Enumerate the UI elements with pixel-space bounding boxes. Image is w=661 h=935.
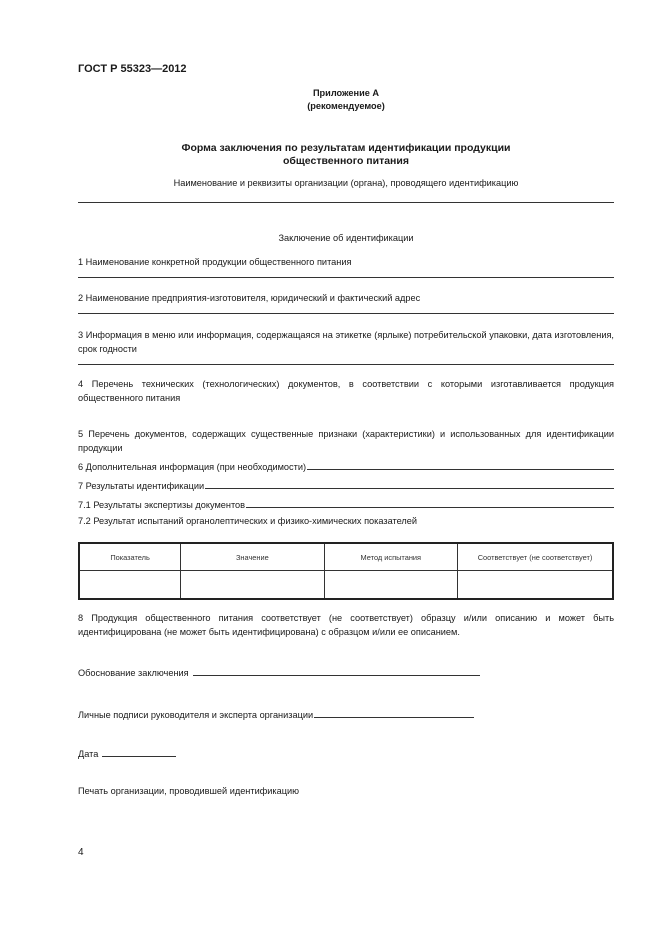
item-1-label: 1 Наименование конкретной продукции общественного питания <box>78 257 352 267</box>
table-header-row <box>79 543 613 571</box>
table-cell[interactable] <box>181 571 324 600</box>
table-row <box>79 571 613 600</box>
appendix-status: (рекомендуемое) <box>307 101 385 111</box>
item-7-1-label: 7.1 Результаты экспертизы документов <box>78 500 246 510</box>
results-table <box>78 542 614 600</box>
basis-row <box>78 665 480 678</box>
seal-label: Печать организации, проводившей идентификацию <box>78 786 300 796</box>
table-header-cell: Метод испытания <box>324 543 457 571</box>
date-fill-line[interactable] <box>102 746 176 757</box>
org-caption: Наименование и реквизиты организации (органа), проводящего идентификацию <box>173 178 519 188</box>
org-fill-line[interactable] <box>78 202 614 203</box>
item-8-label: 8 Продукция общественного питания соответствует (не соответствует) образцу и/или описанию и может быть идентифицирована (не может быть идентифицирована) с образцом и/или ее описанием. <box>78 613 614 637</box>
basis-fill-line[interactable] <box>193 665 480 676</box>
item-6-fill-line[interactable] <box>307 459 614 470</box>
basis-label: Обоснование заключения <box>78 668 189 678</box>
table-header-cell: Значение <box>181 543 324 571</box>
item-7-1-fill-line[interactable] <box>246 497 614 508</box>
table-cell[interactable] <box>79 571 181 600</box>
form-title-line2: общественного питания <box>283 155 409 167</box>
page-number: 4 <box>78 847 84 858</box>
item-3-fill-line[interactable] <box>78 364 614 365</box>
item-6-row <box>78 459 614 472</box>
appendix-title: Приложение А <box>312 88 380 98</box>
table-header-cell: Показатель <box>79 543 181 571</box>
item-7-label: 7 Результаты идентификации <box>78 481 205 491</box>
signatures-row <box>78 707 474 720</box>
item-2-label: 2 Наименование предприятия-изготовителя, юридический и фактический адрес <box>78 293 421 303</box>
signatures-label: Личные подписи руководителя и эксперта организации <box>78 710 314 720</box>
form-title-line1: Форма заключения по результатам идентификации продукции <box>181 142 511 154</box>
conclusion-title: Заключение об идентификации <box>278 233 414 243</box>
item-1-fill-line[interactable] <box>78 277 614 278</box>
item-6-label: 6 Дополнительная информация (при необходимости) <box>78 462 307 472</box>
item-5-label: 5 Перечень документов, содержащих существенные признаки (характеристики) и использованных для идентификации продукции <box>78 429 614 453</box>
signatures-fill-line[interactable] <box>314 707 474 718</box>
table-header-cell: Соответствует (не соответствует) <box>458 543 613 571</box>
item-2-fill-line[interactable] <box>78 313 614 314</box>
item-7-fill-line[interactable] <box>205 478 614 489</box>
item-7-1-row <box>78 497 614 510</box>
item-7-row <box>78 478 614 491</box>
date-row <box>78 746 176 759</box>
item-4-label: 4 Перечень технических (технологических) документов, в соответствии с которыми изготавливается продукция общественного питания <box>78 379 614 403</box>
table-cell[interactable] <box>458 571 613 600</box>
standard-header: ГОСТ Р 55323—2012 <box>78 63 187 75</box>
item-3-label: 3 Информация в меню или информация, содержащаяся на этикетке (ярлыке) потребительской упаковки, дата изготовления, срок годности <box>78 330 614 354</box>
date-label: Дата <box>78 749 99 759</box>
item-7-2-label: 7.2 Результат испытаний органолептических и физико-химических показателей <box>78 516 418 526</box>
table-cell[interactable] <box>324 571 457 600</box>
